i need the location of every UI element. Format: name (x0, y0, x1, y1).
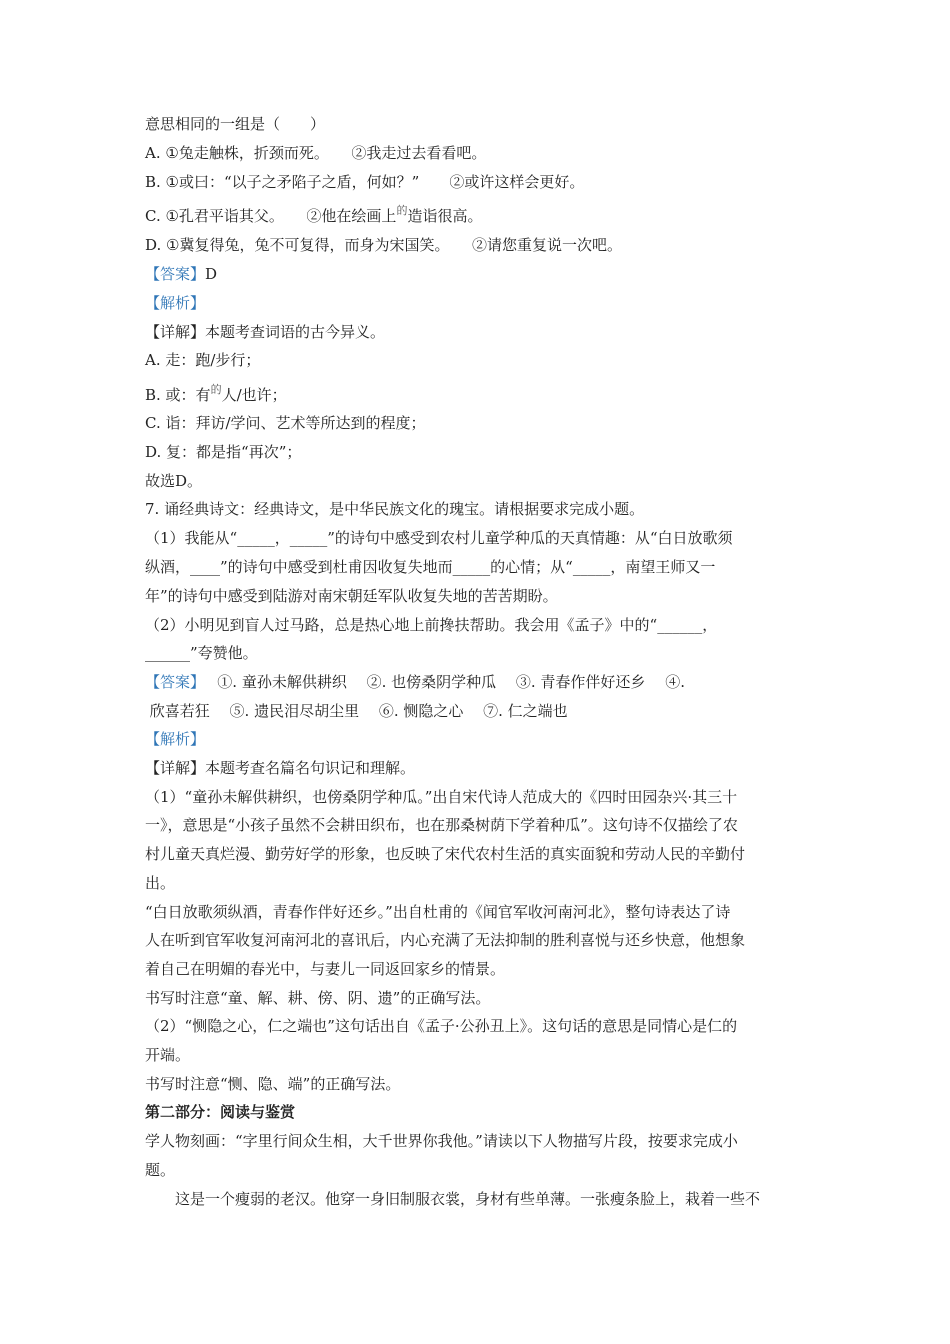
text-line (145, 1131, 738, 1151)
text-segment: 人/也许； (221, 386, 287, 404)
text-segment: 纵酒，____”的诗句中感受到杜甫因收复失地而_____的心情；从“_____，南望王师又一 (145, 558, 716, 576)
text-segment: 书写时注意“恻、隐、端”的正确写法。 (145, 1075, 401, 1093)
text-line (145, 557, 715, 577)
text-segment: C. 诣：拜访/学问、艺术等所达到的程度； (145, 414, 426, 432)
text-line (145, 471, 202, 491)
section-heading: 第二部分：阅读与鉴赏 (145, 1103, 296, 1121)
text-segment: 书写时注意“童、解、耕、傍、阴、遗”的正确写法。 (145, 989, 491, 1007)
text-segment: C. ①孔君平诣其父。 ②他在绘画上 (145, 207, 397, 225)
section-label: 【答案】 (145, 265, 206, 283)
text-line (145, 322, 385, 342)
text-segment: （1）我能从“_____，_____”的诗句中感受到农村儿童学种瓜的天真情趣：从“白日放歌须 (145, 529, 733, 547)
text-segment: 的 (210, 383, 222, 396)
text-segment: 人在听到官军收复河南河北的喜讯后，内心充满了无法抑制的胜利喜悦与还乡快意，他想象 (145, 931, 746, 949)
text-segment: 欣喜若狂 ⑤. 遗民泪尽胡尘里 ⑥. 恻隐之心 ⑦. 仁之端也 (145, 702, 568, 720)
text-segment: 着自己在明媚的春光中，与妻儿一同返回家乡的情景。 (145, 960, 506, 978)
text-line (145, 1016, 737, 1036)
text-line (145, 385, 287, 405)
text-line (145, 873, 175, 893)
text-segment: 意思相同的一组是（ ） (145, 115, 326, 133)
text-segment: 7. 诵经典诗文：经典诗文，是中华民族文化的瑰宝。请根据要求完成小题。 (145, 500, 645, 518)
text-line (145, 1189, 760, 1209)
text-line (145, 586, 558, 606)
text-segment: 造诣很高。 (407, 207, 483, 225)
text-segment: 开端。 (145, 1046, 191, 1064)
text-line (145, 528, 733, 548)
text-line (145, 643, 258, 663)
text-segment: 题。 (145, 1161, 176, 1179)
section-label: 【解析】 (145, 730, 206, 748)
text-segment: 【详解】本题考查词语的古今异义。 (145, 323, 386, 341)
text-line (145, 930, 745, 950)
text-line (145, 235, 622, 255)
text-segment: A. 走：跑/步行； (145, 351, 261, 369)
text-line (145, 413, 426, 433)
text-line (145, 844, 745, 864)
text-segment: 的 (396, 204, 408, 217)
text-line (145, 143, 486, 163)
text-segment: （2）“恻隐之心，仁之端也”这句话出自《孟子·公孙丑上》。这句话的意思是同情心是仁的 (145, 1017, 738, 1035)
text-segment: 这是一个瘦弱的老汉。他穿一身旧制服衣裳，身材有些单薄。一张瘦条脸上，栽着一些不 (145, 1190, 761, 1208)
text-segment: D (205, 265, 218, 283)
text-segment: 一》，意思是“小孩子虽然不会耕田织布，也在那桑树荫下学着种瓜”。这句诗不仅描绘了农 (145, 816, 738, 834)
text-line (145, 264, 217, 284)
text-line (145, 988, 490, 1008)
text-line (145, 672, 685, 692)
text-line (145, 1074, 400, 1094)
text-segment: 年”的诗句中感受到陆游对南宋朝廷军队收复失地的苦苦期盼。 (145, 587, 558, 605)
text-line (145, 787, 737, 807)
text-segment: D. 复：都是指“再次”； (145, 443, 302, 461)
text-line (145, 172, 584, 192)
text-line (145, 442, 301, 462)
text-line (145, 959, 505, 979)
text-segment: ①. 童孙未解供耕织 ②. 也傍桑阴学种瓜 ③. 青春作伴好还乡 ④. (197, 673, 685, 691)
text-segment: （2）小明见到盲人过马路，总是热心地上前搀扶帮助。我会用《孟子》中的“______， (145, 616, 718, 634)
text-line (145, 206, 482, 226)
text-line (145, 350, 260, 370)
text-segment: 村儿童天真烂漫、勤劳好学的形象，也反映了宋代农村生活的真实面貌和劳动人民的辛勤付 (145, 845, 746, 863)
text-line (145, 615, 717, 635)
text-line (145, 758, 415, 778)
text-line (145, 114, 325, 134)
text-segment: 故选D。 (145, 472, 203, 490)
text-segment: 【详解】本题考查名篇名句识记和理解。 (145, 759, 416, 777)
text-segment: B. 或：有 (145, 386, 211, 404)
text-segment: （1）“童孙未解供耕织，也傍桑阴学种瓜。”出自宋代诗人范成大的《四时田园杂兴·其三十 (145, 788, 738, 806)
text-line (145, 729, 205, 749)
text-segment: 出。 (145, 874, 176, 892)
text-segment: “白日放歌须纵酒，青春作伴好还乡。”出自杜甫的《闻官军收河南河北》，整句诗表达了诗 (145, 903, 731, 921)
text-line (145, 902, 730, 922)
text-line (145, 1102, 295, 1122)
text-segment: 学人物刻画：“字里行间众生相，大千世界你我他。”请读以下人物描写片段，按要求完成小 (145, 1132, 738, 1150)
section-label: 【答案】 (145, 673, 198, 691)
text-line (145, 815, 738, 835)
text-line (145, 499, 644, 519)
text-segment: ______”夸赞他。 (145, 644, 258, 662)
text-segment: B. ①或曰：“以子之矛陷子之盾，何如？” ②或许这样会更好。 (145, 173, 585, 191)
text-line (145, 701, 568, 721)
text-line (145, 1045, 190, 1065)
text-segment: A. ①兔走触株，折颈而死。 ②我走过去看看吧。 (145, 144, 487, 162)
text-segment: D. ①冀复得兔，兔不可复得，而身为宋国笑。 ②请您重复说一次吧。 (145, 236, 622, 254)
text-line (145, 293, 205, 313)
text-line (145, 1160, 175, 1180)
section-label: 【解析】 (145, 294, 206, 312)
